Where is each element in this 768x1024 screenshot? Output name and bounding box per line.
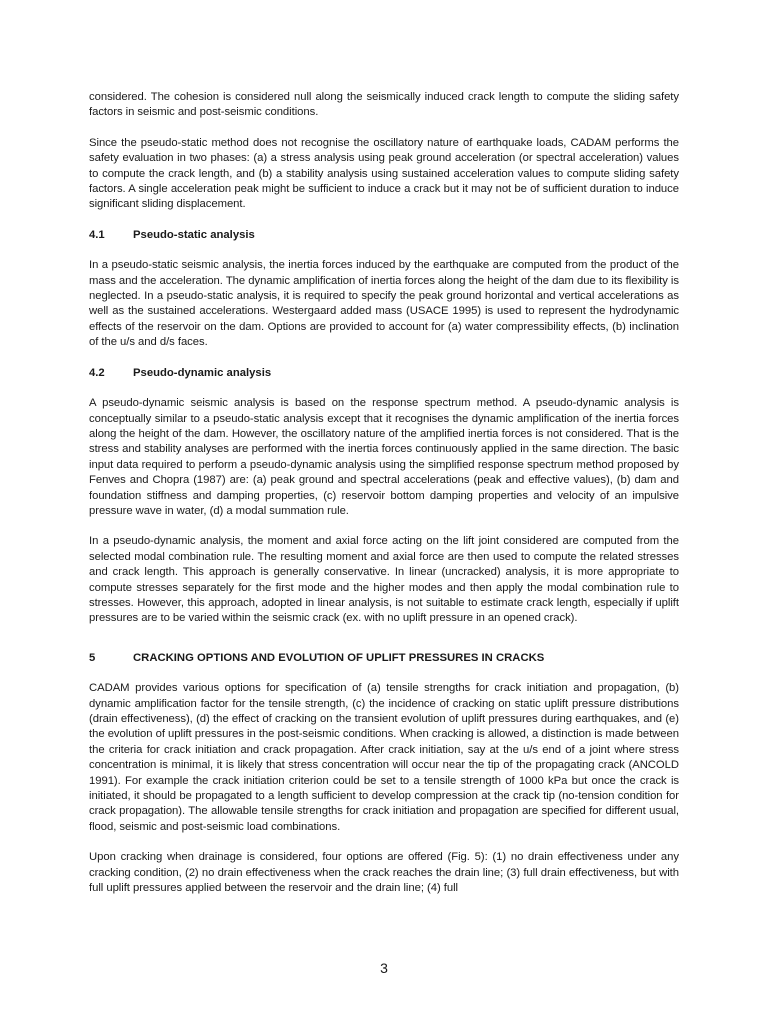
paragraph-pseudo-static: In a pseudo-static seismic analysis, the inertia forces induced by the earthquake are computed from the product of the mass and the acceleration. The dynamic amplification of inertia forces along the height of the dam due to its flexibility is neglected. In a pseudo-static analysis, it is required to specify the peak ground horizontal and vertical accelerations as well as the sustained accelerations. Westergaard added mass (USACE 1995) is used to represent the hydrodynamic effects of the reservoir on the dam. Options are provided to account for (a) water compressibility effects, (b) inclination of the u/s and d/s faces. bbox=[89, 259, 679, 349]
heading-4-1 bbox=[89, 228, 679, 243]
paragraph-cracking-options: CADAM provides various options for specification of (a) tensile strengths for crack initiation and propagation, (b) dynamic amplification factor for the tensile strength, (c) the incidence of cracking on static uplift pressure distributions (drain effectiveness), (d) the effect of cracking on the transient evolution of uplift pressures during earthquakes, and (e) the evolution of uplift pressures in the post-seismic conditions. When cracking is allowed, a distinction is made between the criteria for crack initiation and crack propagation. After crack initiation, say at the u/s end of a joint where stress concentration is minimal, it is likely that stress concentration will occur near the tip of the propagating crack (ANCOLD 1991). For example the crack initiation criterion could be set to a tensile strength of 1000 kPa but once the crack is initiated, it should be propagated to a length sufficient to develop compression at the crack tip (no-tension condition for crack propagation). The allowable tensile strengths for crack initiation and propagation are specified for different usual, flood, seismic and post-seismic load combinations. bbox=[89, 682, 679, 833]
heading-4-2 bbox=[89, 366, 679, 381]
paragraph-pseudo-dynamic: A pseudo-dynamic seismic analysis is based on the response spectrum method. A pseudo-dynamic analysis is conceptually similar to a pseudo-static analysis except that it recognises the dynamic amplification of the inertia forces along the height of the dam. However, the oscillatory nature of the amplified inertia forces is not considered. That is the stress and stability analyses are performed with the inertia forces continuously applied in the same direction. The basic input data required to perform a pseudo-dynamic analysis using the simplified response spectrum method proposed by Fenves and Chopra (1987) are: (a) peak ground and spectral accelerations (peak and effective values), (b) dam and foundation stiffness and damping properties, (c) reservoir bottom damping properties and velocity of an impulsive pressure wave in water, (d) a modal summation rule. bbox=[89, 397, 679, 517]
page-number: 3 bbox=[380, 960, 388, 976]
paragraph-cohesion: considered. The cohesion is considered null along the seismically induced crack length to compute the sliding safety factors in seismic and post-seismic conditions. bbox=[89, 91, 679, 119]
heading-5 bbox=[89, 651, 679, 666]
paragraph-modal-combination: In a pseudo-dynamic analysis, the moment and axial force acting on the lift joint considered are computed from the selected modal combination rule. The resulting moment and axial force are then used to compute the related stresses and crack length. This approach is generally conservative. In linear (uncracked) analysis, it is more appropriate to compute stresses separately for the first mode and the higher modes and then apply the modal combination rule to stresses. However, this approach, adopted in linear analysis, is not suitable to estimate crack length, especially if uplift pressures are to be varied within the seismic crack (ex. with no uplift pressure in an opened crack). bbox=[89, 535, 679, 625]
section-title: CRACKING OPTIONS AND EVOLUTION OF UPLIFT PRESSURES IN CRACKS bbox=[133, 651, 545, 664]
paragraph-two-phase-evaluation: Since the pseudo-static method does not recognise the oscillatory nature of earthquake loads, CADAM performs the safety evaluation in two phases: (a) a stress analysis using peak ground acceleration (or spectral acceleration) values to compute the crack length, and (b) a stability analysis using sustained acceleration values to compute sliding safety factors. A single acceleration peak might be sufficient to induce a crack but it may not be of sufficient duration to induce significant sliding displacement. bbox=[89, 136, 679, 211]
section-number: 4.2 bbox=[89, 366, 105, 379]
paragraph-drainage-options: Upon cracking when drainage is considered, four options are offered (Fig. 5): (1) no drain effectiveness under any cracking condition, (2) no drain effectiveness when the crack reaches the drain line; (3) full drain effectiveness, but with full uplift pressures applied between the reservoir and the drain line; (4) full bbox=[89, 851, 679, 895]
section-number: 5 bbox=[89, 651, 96, 664]
section-title: Pseudo-static analysis bbox=[133, 228, 255, 241]
section-number: 4.1 bbox=[89, 228, 105, 241]
section-title: Pseudo-dynamic analysis bbox=[133, 366, 272, 379]
